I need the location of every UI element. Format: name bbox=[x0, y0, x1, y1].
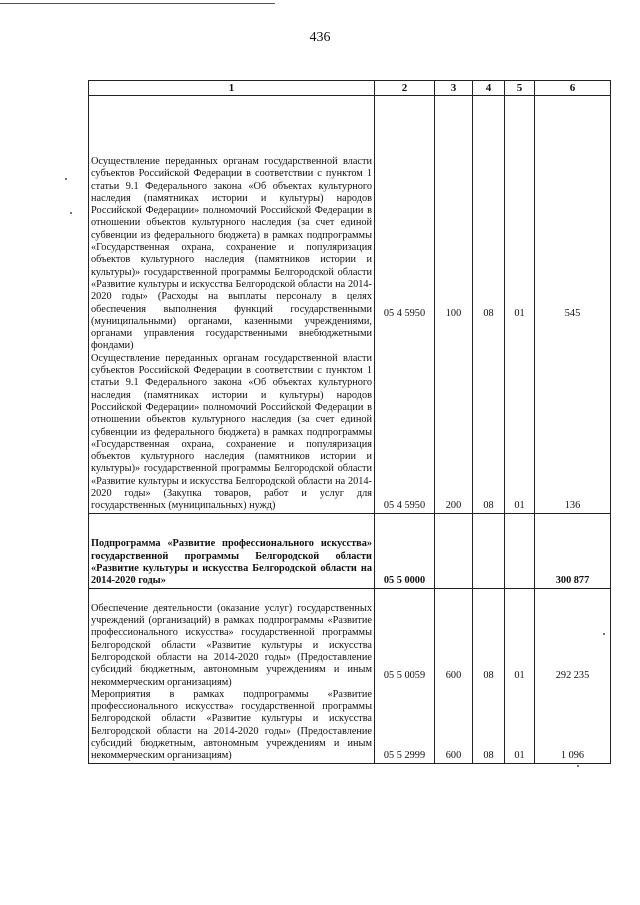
column-header: 5 bbox=[505, 81, 535, 96]
row-subsection bbox=[505, 96, 535, 514]
scan-speck bbox=[65, 178, 67, 180]
row-section-value: 08 bbox=[483, 750, 494, 762]
row-subsection-value: 01 bbox=[514, 670, 525, 681]
column-header: 2 bbox=[375, 81, 435, 96]
row-expense-type-value: 600 bbox=[445, 750, 462, 762]
row-code-value: 05 4 5950 bbox=[383, 308, 426, 319]
row-code bbox=[375, 588, 435, 763]
row-description: Подпрограмма «Развитие профессионального искусства» государственной программы Белгородской области «Развитие культуры и искусства Белгородской области на 2014-2020 годы» bbox=[89, 513, 375, 588]
table-row bbox=[89, 588, 611, 763]
row-expense-type-value: 100 bbox=[445, 308, 462, 319]
page-number: 436 bbox=[309, 30, 331, 45]
column-header: 4 bbox=[473, 81, 505, 96]
row-section bbox=[473, 96, 505, 514]
row-expense-type bbox=[435, 513, 473, 588]
row-description bbox=[89, 96, 375, 514]
row-section bbox=[473, 588, 505, 763]
row-code: 05 5 0000 bbox=[375, 513, 435, 588]
row-subsection-value: 01 bbox=[514, 308, 525, 319]
table-header-row bbox=[89, 81, 611, 96]
row-expense-type-value: 200 bbox=[445, 500, 462, 512]
table-row bbox=[89, 96, 611, 514]
row-amount bbox=[535, 588, 611, 763]
row-amount-value: 136 bbox=[564, 500, 581, 512]
row-subsection-value: 01 bbox=[514, 500, 525, 512]
row-code-value: 05 5 2999 bbox=[383, 750, 426, 762]
column-header: 6 bbox=[535, 81, 611, 96]
row-description-text: Осуществление переданных органам государственной власти субъектов Российской Федерации в соответствии с пунктом 1 статьи 9.1 Федерального закона «Об объектах культурного наследия (памятниках истории и культуры) народов Российской Федерации» полномочий Российской Федерации в отношении объектов культурного наследия (за счет единой субвенции из федерального бюджета) в рамках подпрограммы «Государственная охрана, сохранение и популяризация объектов культурного наследия (памятников истории и культуры)» государственной программы Белгородской области «Развитие культуры и искусства Белгородской области на 2014-2020 годы» (Расходы на выплаты персоналу в целях обеспечения выполнения функций государственными (муниципальными) органами, казенными учреждениями, органами управления государственными внебюджетными фондами) bbox=[91, 155, 372, 352]
row-section-value: 08 bbox=[483, 308, 494, 319]
row-expense-type bbox=[435, 588, 473, 763]
scan-speck bbox=[70, 212, 72, 214]
row-description-text: Обеспечение деятельности (оказание услуг) государственных учреждений (организаций) в рамках подпрограммы «Развитие профессионального искусства» государственной программы Белгородской области «Развитие культуры и искусства Белгородской области на 2014-2020 годы» (Предоставление субсидий бюджетным, автономным учреждениям и иным некоммерческим организациям) bbox=[91, 602, 372, 688]
row-amount-value: 292 235 bbox=[555, 670, 590, 681]
table-row-subprogram bbox=[89, 513, 611, 588]
row-section-value: 08 bbox=[483, 500, 494, 512]
row-expense-type bbox=[435, 96, 473, 514]
row-section bbox=[473, 513, 505, 588]
row-amount-value: 545 bbox=[564, 308, 581, 319]
row-description-text: Осуществление переданных органам государственной власти субъектов Российской Федерации в соответствии с пунктом 1 статьи 9.1 Федерального закона «Об объектах культурного наследия (памятниках истории и культуры) народов Российской Федерации» полномочий Российской Федерации в отношении объектов культурного наследия (за счет единой субвенции из федерального бюджета) в рамках подпрограммы «Государственная охрана, сохранение и популяризация объектов культурного наследия (памятников истории и культуры)» государственной программы Белгородской области «Развитие культуры и искусства Белгородской области на 2014-2020 годы» (Закупка товаров, работ и услуг для государственных (муниципальных) нужд) bbox=[91, 352, 372, 512]
column-header: 1 bbox=[89, 81, 375, 96]
row-subsection-value: 01 bbox=[514, 750, 525, 762]
row-description bbox=[89, 588, 375, 763]
scan-speck bbox=[577, 765, 579, 767]
row-code bbox=[375, 96, 435, 514]
column-header: 3 bbox=[435, 81, 473, 96]
row-description-text: Мероприятия в рамках подпрограммы «Развитие профессионального искусства» государственной программы Белгородской области «Развитие культуры и искусства Белгородской области на 2014-2020 годы» (Предоставление субсидий бюджетным, автономным учреждениям и иным некоммерческим организациям) bbox=[91, 688, 372, 762]
row-amount-value: 1 096 bbox=[560, 750, 585, 762]
row-subsection bbox=[505, 588, 535, 763]
row-amount bbox=[535, 96, 611, 514]
row-expense-type-value: 600 bbox=[445, 670, 462, 681]
row-code-value: 05 5 0059 bbox=[383, 670, 426, 681]
budget-table bbox=[88, 80, 611, 764]
row-code-value: 05 4 5950 bbox=[383, 500, 426, 512]
row-subsection bbox=[505, 513, 535, 588]
top-rule bbox=[0, 3, 275, 4]
row-section-value: 08 bbox=[483, 670, 494, 681]
row-amount: 300 877 bbox=[535, 513, 611, 588]
